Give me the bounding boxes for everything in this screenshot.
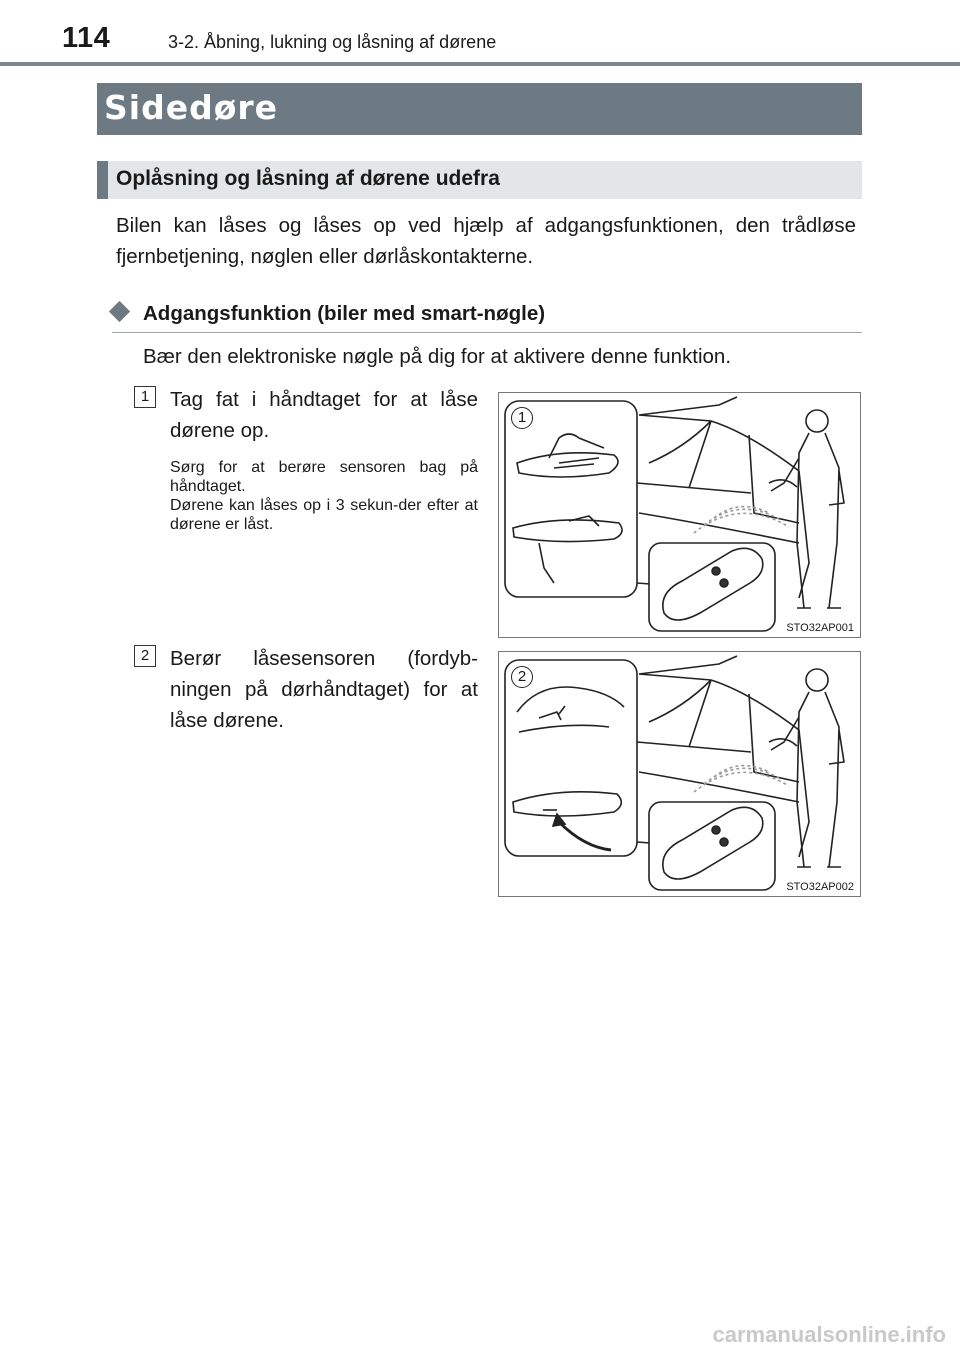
section-title: Sidedøre bbox=[104, 88, 279, 127]
step-number-1: 1 bbox=[134, 386, 156, 408]
figure-step-1 bbox=[498, 392, 861, 638]
feature-divider bbox=[112, 332, 862, 333]
intro-paragraph: Bilen kan låses og låses op ved hjælp af adgangsfunktionen, den trådløse fjernbetjening, nøglen eller dørlåskontakterne. bbox=[116, 214, 856, 268]
header-divider bbox=[0, 62, 960, 66]
figure-callout-1: 1 bbox=[511, 407, 533, 429]
step-1-note-1: Sørg for at berøre sensoren bag på håndtaget. bbox=[170, 459, 478, 495]
figure-callout-2: 2 bbox=[511, 666, 533, 688]
subsection-title: Oplåsning og låsning af dørene udefra bbox=[116, 167, 500, 190]
watermark: carmanualsonline.info bbox=[712, 1322, 946, 1347]
feature-description: Bær den elektroniske nøgle på dig for at aktivere denne funktion. bbox=[143, 345, 732, 368]
feature-heading: Adgangsfunktion (biler med smart-nøgle) bbox=[143, 302, 546, 325]
figure-step-2 bbox=[498, 651, 861, 897]
chapter-title: 3-2. Åbning, lukning og låsning af dørene bbox=[168, 32, 497, 52]
step-1-text: Tag fat i håndtaget for at låse dørene op. bbox=[170, 388, 478, 442]
figure-code-2: STO32AP002 bbox=[786, 881, 854, 893]
illustration-lock bbox=[499, 652, 861, 897]
figure-code-1: STO32AP001 bbox=[786, 622, 854, 634]
illustration-unlock bbox=[499, 393, 861, 638]
page-number: 114 bbox=[62, 22, 111, 54]
step-number-2: 2 bbox=[134, 645, 156, 667]
step-1-note-2: Dørene kan låses op i 3 sekun-der efter at dørene er låst. bbox=[170, 497, 478, 533]
step-2-text: Berør låsesensoren (fordyb-ningen på dørhåndtaget) for at låse dørene. bbox=[170, 647, 478, 732]
diamond-bullet-icon bbox=[109, 301, 130, 322]
